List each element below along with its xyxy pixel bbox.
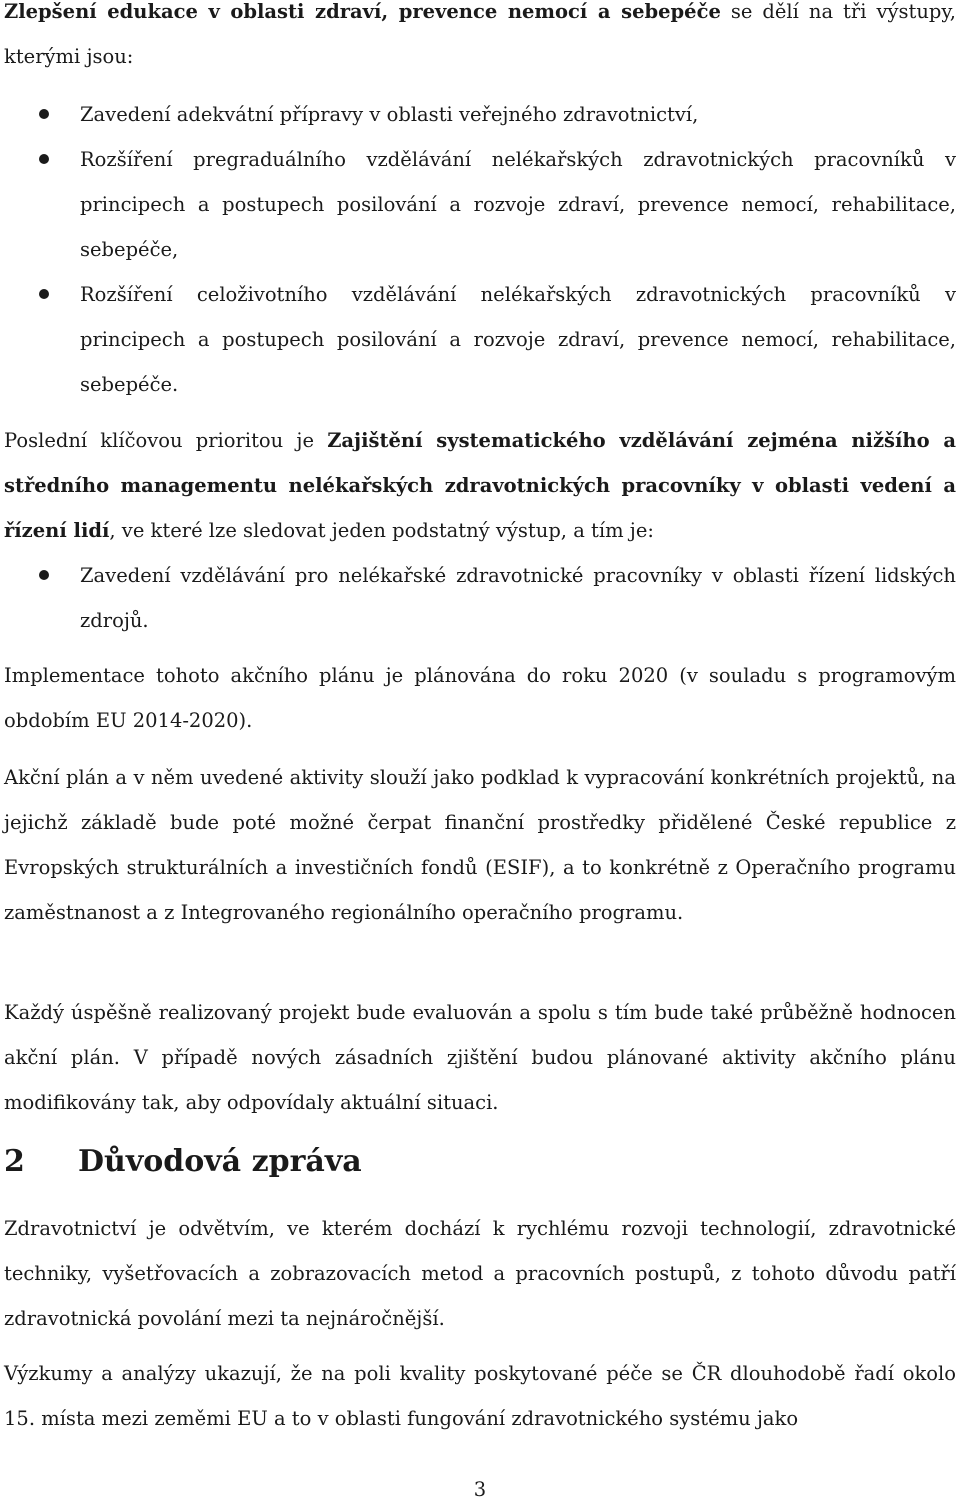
priority-rest: , ve které lze sledovat jeden podstatný výstup, a tím je: bbox=[109, 519, 654, 542]
action-plan-paragraph: Akční plán a v něm uvedené aktivity slouží jako podklad k vypracování konkrétních projektů, na jejichž základě bude poté možné čerpat finanční prostředky přidělené České republice z Evropských strukturálních a investičních fondů (ESIF), a to konkrétně z Operačního programu zaměstnanost a z Integrovaného regionálního operačního programu. bbox=[4, 766, 956, 924]
priority-bold: Zajištění systematického vzdělávání zejména nižšího a středního managementu nelékařských zdravotnických pracovníky v oblasti vedení a řízení lidí bbox=[4, 429, 956, 542]
list-item bbox=[0, 272, 960, 407]
list-item bbox=[0, 137, 960, 272]
list-item bbox=[0, 92, 960, 137]
list-item bbox=[0, 553, 960, 643]
bullet-icon bbox=[39, 570, 49, 580]
section-title: Důvodová zpráva bbox=[78, 1144, 362, 1179]
bullet-icon bbox=[39, 109, 49, 119]
bullet-icon bbox=[39, 154, 49, 164]
list-item-text: Zavedení adekvátní přípravy v oblasti veřejného zdravotnictví, bbox=[80, 103, 699, 126]
list-item-text: Rozšíření celoživotního vzdělávání nelékařských zdravotnických pracovníků v principech a postupech posilování a rozvoje zdraví, prevence nemocí, rehabilitace, sebepéče. bbox=[80, 283, 956, 396]
intro-paragraph bbox=[4, 0, 956, 79]
section-heading bbox=[4, 1138, 362, 1186]
intro-rest: se dělí na tři výstupy, kterými jsou: bbox=[4, 0, 956, 68]
section-number: 2 bbox=[4, 1144, 25, 1179]
priority-paragraph bbox=[4, 418, 956, 553]
priority-lead: Poslední klíčovou prioritou je bbox=[4, 429, 328, 452]
healthcare-paragraph: Zdravotnictví je odvětvím, ve kterém dochází k rychlému rozvoji technologií, zdravotnické techniky, vyšetřovacích a zobrazovacích metod a pracovních postupů, z tohoto důvodu patří zdravotnická povolání mezi ta nejnáročnější. bbox=[4, 1217, 956, 1330]
management-list bbox=[0, 553, 960, 643]
page-number: 3 bbox=[473, 1478, 487, 1501]
evaluation-paragraph: Každý úspěšně realizovaný projekt bude evaluován a spolu s tím bude také průběžně hodnocen akční plán. V případě nových zásadních zjištění budou plánované aktivity akčního plánu modifikovány tak, aby odpovídaly aktuální situaci. bbox=[4, 1001, 956, 1114]
list-item-text: Rozšíření pregraduálního vzdělávání nelékařských zdravotnických pracovníků v principech a postupech posilování a rozvoje zdraví, prevence nemocí, rehabilitace, sebepéče, bbox=[80, 148, 956, 261]
list-item-text: Zavedení vzdělávání pro nelékařské zdravotnické pracovníky v oblasti řízení lidských zdrojů. bbox=[80, 564, 956, 632]
bullet-icon bbox=[39, 289, 49, 299]
implementation-paragraph: Implementace tohoto akčního plánu je plánována do roku 2020 (v souladu s programovým obdobím EU 2014-2020). bbox=[4, 664, 956, 732]
outputs-list bbox=[0, 92, 960, 407]
research-paragraph: Výzkumy a analýzy ukazují, že na poli kvality poskytované péče se ČR dlouhodobě řadí okolo 15. místa mezi zeměmi EU a to v oblasti fungování zdravotnického systému jako bbox=[4, 1362, 956, 1430]
intro-bold: Zlepšení edukace v oblasti zdraví, prevence nemocí a sebepéče bbox=[4, 0, 721, 23]
